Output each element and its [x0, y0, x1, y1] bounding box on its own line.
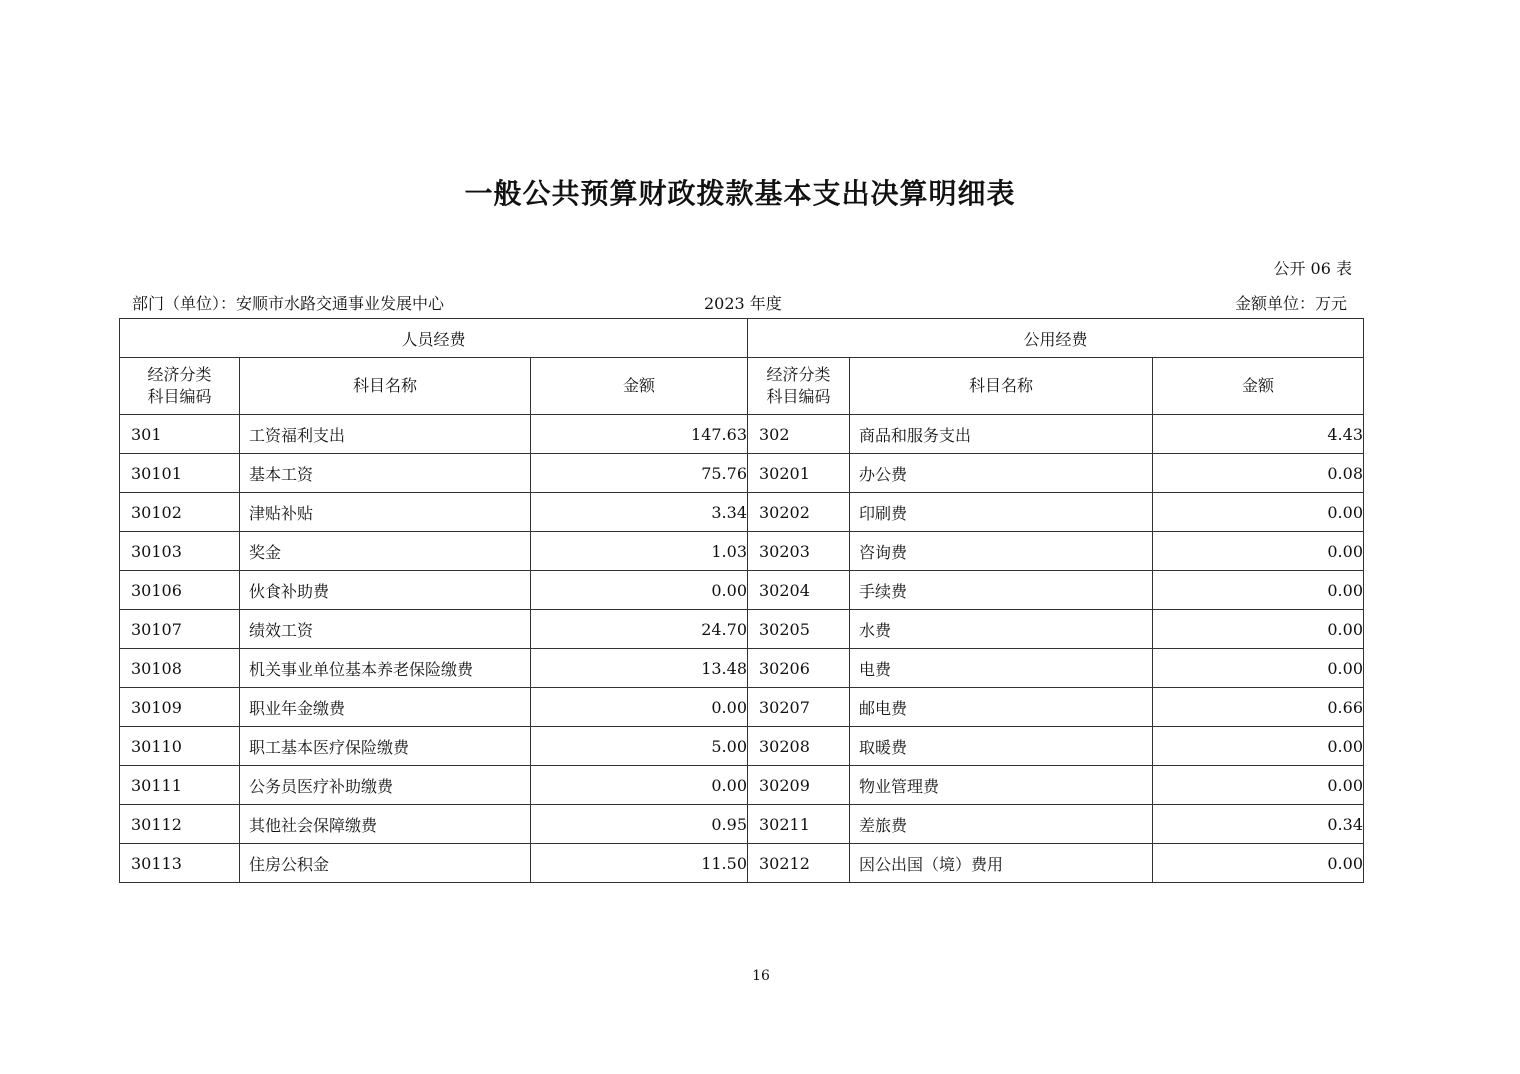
right-amount-cell: 0.00	[1153, 766, 1364, 805]
public-expense-header: 公用经费	[748, 319, 1364, 358]
table-row	[120, 571, 1364, 610]
right-name-cell: 水费	[850, 610, 1153, 649]
table-row	[120, 454, 1364, 493]
right-code-cell: 30208	[748, 727, 850, 766]
right-code-cell: 30204	[748, 571, 850, 610]
right-code-cell: 30201	[748, 454, 850, 493]
right-amount-cell: 0.00	[1153, 571, 1364, 610]
left-amount-cell: 13.48	[531, 649, 748, 688]
right-amount-cell: 0.00	[1153, 649, 1364, 688]
right-amount-cell: 0.08	[1153, 454, 1364, 493]
column-header-row	[120, 358, 1364, 415]
left-code-cell: 30101	[120, 454, 240, 493]
table-row	[120, 649, 1364, 688]
left-code-cell: 30110	[120, 727, 240, 766]
right-amount-cell: 4.43	[1153, 415, 1364, 454]
left-name-cell: 机关事业单位基本养老保险缴费	[240, 649, 531, 688]
left-amount-header: 金额	[531, 358, 748, 415]
left-code-cell: 30106	[120, 571, 240, 610]
table-body	[120, 319, 1364, 883]
right-name-cell: 手续费	[850, 571, 1153, 610]
left-name-header: 科目名称	[240, 358, 531, 415]
left-amount-cell: 1.03	[531, 532, 748, 571]
left-code-cell: 30107	[120, 610, 240, 649]
left-code-cell: 301	[120, 415, 240, 454]
right-name-cell: 咨询费	[850, 532, 1153, 571]
table-row	[120, 493, 1364, 532]
right-name-cell: 商品和服务支出	[850, 415, 1153, 454]
fiscal-year: 2023 年度	[704, 294, 782, 313]
right-code-cell: 302	[748, 415, 850, 454]
right-amount-cell: 0.66	[1153, 688, 1364, 727]
right-amount-cell: 0.00	[1153, 844, 1364, 883]
left-name-cell: 工资福利支出	[240, 415, 531, 454]
left-name-cell: 伙食补助费	[240, 571, 531, 610]
code-header-line1: 经济分类	[147, 365, 212, 384]
table-row	[120, 688, 1364, 727]
code-header-line2: 科目编码	[147, 387, 212, 406]
left-code-cell: 30108	[120, 649, 240, 688]
right-name-header: 科目名称	[850, 358, 1153, 415]
left-name-cell: 津贴补贴	[240, 493, 531, 532]
right-code-cell: 30209	[748, 766, 850, 805]
left-code-cell: 30109	[120, 688, 240, 727]
right-code-cell: 30206	[748, 649, 850, 688]
right-amount-header: 金额	[1153, 358, 1364, 415]
left-code-cell: 30112	[120, 805, 240, 844]
left-name-cell: 绩效工资	[240, 610, 531, 649]
right-name-cell: 邮电费	[850, 688, 1153, 727]
table-row	[120, 766, 1364, 805]
right-code-cell: 30203	[748, 532, 850, 571]
code-header-line2: 科目编码	[766, 387, 831, 406]
left-code-cell: 30113	[120, 844, 240, 883]
left-code-cell: 30111	[120, 766, 240, 805]
personnel-expense-header: 人员经费	[120, 319, 748, 358]
right-amount-cell: 0.00	[1153, 727, 1364, 766]
left-amount-cell: 24.70	[531, 610, 748, 649]
left-name-cell: 基本工资	[240, 454, 531, 493]
left-name-cell: 职业年金缴费	[240, 688, 531, 727]
right-name-cell: 差旅费	[850, 805, 1153, 844]
department-label: 部门（单位）：安顺市水路交通事业发展中心	[132, 294, 445, 313]
right-name-cell: 电费	[850, 649, 1153, 688]
table-row	[120, 415, 1364, 454]
table-row	[120, 727, 1364, 766]
left-amount-cell: 0.95	[531, 805, 748, 844]
left-name-cell: 奖金	[240, 532, 531, 571]
left-amount-cell: 0.00	[531, 688, 748, 727]
right-code-cell: 30202	[748, 493, 850, 532]
expenditure-detail-table	[119, 318, 1364, 883]
page-number: 16	[752, 968, 770, 984]
group-header-row	[120, 319, 1364, 358]
right-code-cell: 30212	[748, 844, 850, 883]
right-amount-cell: 0.00	[1153, 610, 1364, 649]
left-name-cell: 职工基本医疗保险缴费	[240, 727, 531, 766]
code-header-line1: 经济分类	[766, 365, 831, 384]
right-code-cell: 30211	[748, 805, 850, 844]
left-code-cell: 30102	[120, 493, 240, 532]
left-name-cell: 其他社会保障缴费	[240, 805, 531, 844]
left-amount-cell: 0.00	[531, 766, 748, 805]
left-amount-cell: 0.00	[531, 571, 748, 610]
form-number: 公开 06 表	[1273, 259, 1352, 278]
right-name-cell: 因公出国（境）费用	[850, 844, 1153, 883]
table-row	[120, 844, 1364, 883]
left-code-header	[120, 358, 240, 415]
left-amount-cell: 3.34	[531, 493, 748, 532]
amount-unit: 金额单位：万元	[1234, 294, 1347, 313]
table-row	[120, 532, 1364, 571]
right-code-header	[748, 358, 850, 415]
left-code-cell: 30103	[120, 532, 240, 571]
table-row	[120, 805, 1364, 844]
right-code-cell: 30207	[748, 688, 850, 727]
left-name-cell: 公务员医疗补助缴费	[240, 766, 531, 805]
right-amount-cell: 0.00	[1153, 493, 1364, 532]
right-name-cell: 物业管理费	[850, 766, 1153, 805]
left-amount-cell: 75.76	[531, 454, 748, 493]
table-row	[120, 610, 1364, 649]
table-title: 一般公共预算财政拨款基本支出决算明细表	[464, 177, 1016, 210]
left-amount-cell: 5.00	[531, 727, 748, 766]
right-amount-cell: 0.34	[1153, 805, 1364, 844]
left-amount-cell: 147.63	[531, 415, 748, 454]
right-name-cell: 印刷费	[850, 493, 1153, 532]
right-name-cell: 取暖费	[850, 727, 1153, 766]
left-amount-cell: 11.50	[531, 844, 748, 883]
left-name-cell: 住房公积金	[240, 844, 531, 883]
right-amount-cell: 0.00	[1153, 532, 1364, 571]
right-name-cell: 办公费	[850, 454, 1153, 493]
right-code-cell: 30205	[748, 610, 850, 649]
